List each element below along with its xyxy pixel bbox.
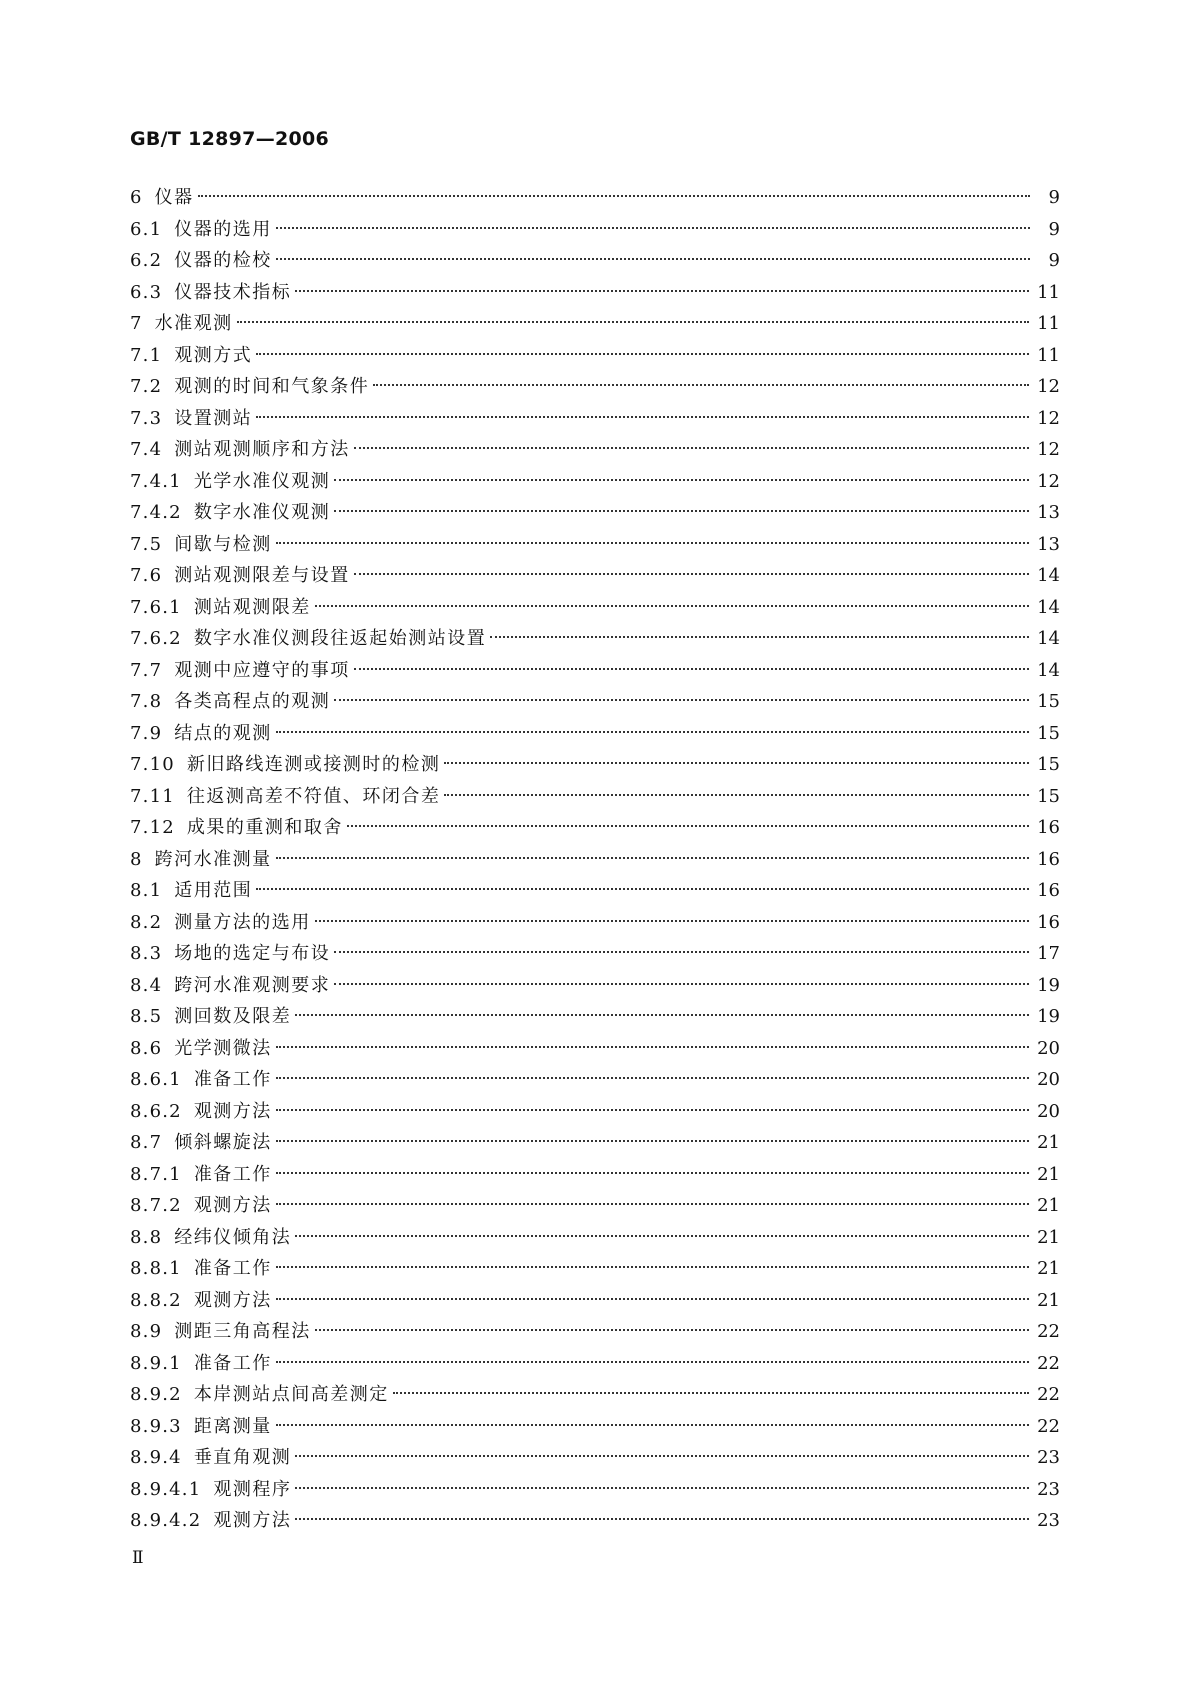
toc-entry-number: 8.8.1 bbox=[130, 1258, 182, 1279]
toc-entry-page: 20 bbox=[1037, 1037, 1060, 1059]
toc-entry[interactable] bbox=[130, 718, 1060, 750]
toc-entry-number: 7.6.2 bbox=[130, 628, 182, 649]
toc-entry[interactable] bbox=[130, 1411, 1060, 1443]
toc-entry-page: 15 bbox=[1037, 691, 1060, 712]
toc-entry[interactable] bbox=[130, 907, 1060, 939]
toc-entry-number: 7.7 bbox=[130, 659, 163, 681]
toc-entry-number: 7.11 bbox=[130, 785, 175, 807]
toc-dot-leader bbox=[276, 1361, 1029, 1363]
toc-entry-number: 7.4.1 bbox=[130, 470, 182, 492]
toc-entry-page: 12 bbox=[1037, 376, 1060, 397]
toc-entry-title: 准备工作 bbox=[193, 1258, 272, 1279]
toc-entry-number: 8.6.2 bbox=[130, 1100, 182, 1122]
toc-dot-leader bbox=[354, 573, 1029, 575]
toc-dot-leader bbox=[276, 542, 1029, 544]
toc-dot-leader bbox=[276, 1077, 1029, 1079]
toc-dot-leader bbox=[256, 416, 1029, 418]
toc-entry-title: 测回数及限差 bbox=[174, 1006, 292, 1027]
toc-dot-leader bbox=[198, 195, 1030, 197]
toc-entry-title: 观测方法 bbox=[193, 1289, 272, 1311]
toc-dot-leader bbox=[276, 1298, 1029, 1300]
toc-entry[interactable] bbox=[130, 844, 1060, 876]
toc-entry-title: 场地的选定与布设 bbox=[174, 943, 331, 964]
toc-entry-title: 数字水准仪观测 bbox=[193, 502, 331, 523]
toc-entry-title: 观测方法 bbox=[193, 1195, 272, 1216]
toc-dot-leader bbox=[276, 1203, 1029, 1205]
toc-entry[interactable] bbox=[130, 1064, 1060, 1096]
toc-entry[interactable] bbox=[130, 182, 1060, 214]
toc-entry-page: 16 bbox=[1037, 911, 1060, 933]
toc-entry[interactable] bbox=[130, 781, 1060, 813]
toc-entry-page: 14 bbox=[1037, 659, 1060, 681]
toc-entry[interactable] bbox=[130, 1159, 1060, 1191]
toc-entry-title: 测站观测限差与设置 bbox=[174, 565, 350, 586]
toc-entry[interactable] bbox=[130, 1222, 1060, 1254]
toc-entry[interactable] bbox=[130, 245, 1060, 277]
toc-entry[interactable] bbox=[130, 749, 1060, 781]
toc-entry-title: 本岸测站点间高差测定 bbox=[193, 1384, 389, 1405]
toc-dot-leader bbox=[334, 510, 1029, 512]
table-of-contents bbox=[130, 182, 1060, 1537]
toc-entry[interactable] bbox=[130, 214, 1060, 246]
toc-entry-number: 8.6.1 bbox=[130, 1069, 182, 1090]
toc-entry-title: 仪器的选用 bbox=[174, 218, 272, 240]
toc-entry-title: 观测的时间和气象条件 bbox=[174, 376, 370, 397]
toc-entry-number: 8.9.4.1 bbox=[130, 1478, 202, 1500]
toc-entry[interactable] bbox=[130, 1096, 1060, 1128]
toc-dot-leader bbox=[237, 321, 1029, 323]
toc-entry[interactable] bbox=[130, 434, 1060, 466]
toc-entry-page: 22 bbox=[1037, 1415, 1060, 1437]
toc-entry[interactable] bbox=[130, 686, 1060, 718]
toc-entry-title: 准备工作 bbox=[193, 1069, 272, 1090]
toc-entry-number: 7.4.2 bbox=[130, 502, 182, 523]
toc-entry-page: 11 bbox=[1037, 313, 1060, 334]
toc-entry-page: 19 bbox=[1037, 1006, 1060, 1027]
toc-entry-number: 6.2 bbox=[130, 250, 163, 271]
toc-entry-page: 16 bbox=[1037, 817, 1060, 838]
toc-entry-number: 7.6.1 bbox=[130, 596, 182, 618]
toc-entry-page: 21 bbox=[1037, 1258, 1060, 1279]
page-number: Ⅱ bbox=[132, 1548, 144, 1568]
toc-dot-leader bbox=[295, 1455, 1029, 1457]
toc-entry[interactable] bbox=[130, 1285, 1060, 1317]
toc-entry-title: 观测程序 bbox=[213, 1478, 292, 1500]
toc-entry-number: 7.1 bbox=[130, 344, 163, 366]
toc-entry-number: 8.8 bbox=[130, 1226, 163, 1248]
toc-entry-title: 测距三角高程法 bbox=[174, 1321, 311, 1342]
toc-entry-title: 测量方法的选用 bbox=[174, 911, 311, 933]
toc-entry-page: 15 bbox=[1037, 722, 1060, 744]
toc-entry-number: 8.9 bbox=[130, 1321, 163, 1342]
toc-entry[interactable] bbox=[130, 812, 1060, 844]
toc-entry[interactable] bbox=[130, 1127, 1060, 1159]
toc-entry-page: 21 bbox=[1037, 1195, 1060, 1216]
toc-entry-number: 8.5 bbox=[130, 1006, 163, 1027]
toc-entry-title: 测站观测顺序和方法 bbox=[174, 439, 350, 460]
toc-entry-title: 倾斜螺旋法 bbox=[174, 1132, 272, 1153]
toc-entry-title: 水准观测 bbox=[154, 313, 233, 334]
toc-dot-leader bbox=[295, 1235, 1029, 1237]
toc-entry-title: 仪器的检校 bbox=[174, 250, 272, 271]
toc-dot-leader bbox=[315, 1329, 1029, 1331]
toc-entry[interactable] bbox=[130, 371, 1060, 403]
toc-entry-title: 光学水准仪观测 bbox=[193, 470, 331, 492]
toc-entry-page: 14 bbox=[1037, 565, 1060, 586]
toc-entry-page: 22 bbox=[1037, 1321, 1060, 1342]
toc-entry-number: 6.1 bbox=[130, 218, 163, 240]
toc-entry[interactable] bbox=[130, 1474, 1060, 1506]
toc-entry[interactable] bbox=[130, 560, 1060, 592]
toc-entry-page: 20 bbox=[1037, 1069, 1060, 1090]
toc-entry-title: 新旧路线连测或接测时的检测 bbox=[186, 754, 441, 775]
toc-entry-number: 8.9.1 bbox=[130, 1352, 182, 1374]
toc-entry-title: 准备工作 bbox=[193, 1352, 272, 1374]
toc-entry-number: 8 bbox=[130, 848, 143, 870]
toc-dot-leader bbox=[276, 258, 1030, 260]
toc-entry[interactable] bbox=[130, 1505, 1060, 1537]
toc-entry[interactable] bbox=[130, 1379, 1060, 1411]
toc-entry-title: 间歇与检测 bbox=[174, 533, 272, 555]
toc-dot-leader bbox=[276, 1109, 1029, 1111]
toc-dot-leader bbox=[444, 762, 1029, 764]
toc-entry-title: 观测方法 bbox=[213, 1510, 292, 1531]
toc-entry[interactable] bbox=[130, 277, 1060, 309]
toc-entry[interactable] bbox=[130, 875, 1060, 907]
toc-entry-page: 12 bbox=[1037, 439, 1060, 460]
toc-entry-page: 13 bbox=[1037, 533, 1060, 555]
toc-entry-page: 12 bbox=[1037, 470, 1060, 492]
toc-entry[interactable] bbox=[130, 1348, 1060, 1380]
toc-dot-leader bbox=[354, 668, 1029, 670]
toc-entry-number: 7.6 bbox=[130, 565, 163, 586]
toc-dot-leader bbox=[276, 1424, 1029, 1426]
toc-entry-number: 8.2 bbox=[130, 911, 163, 933]
toc-dot-leader bbox=[276, 731, 1029, 733]
toc-entry[interactable] bbox=[130, 1033, 1060, 1065]
toc-entry-page: 23 bbox=[1037, 1478, 1060, 1500]
toc-dot-leader bbox=[276, 227, 1030, 229]
toc-entry-number: 7.2 bbox=[130, 376, 163, 397]
toc-entry[interactable] bbox=[130, 466, 1060, 498]
toc-entry-title: 跨河水准测量 bbox=[154, 848, 272, 870]
toc-entry[interactable] bbox=[130, 497, 1060, 529]
toc-entry-number: 7.3 bbox=[130, 407, 163, 429]
toc-dot-leader bbox=[276, 857, 1029, 859]
toc-entry-number: 8.8.2 bbox=[130, 1289, 182, 1311]
toc-entry-title: 数字水准仪测段往返起始测站设置 bbox=[193, 628, 487, 649]
toc-dot-leader bbox=[276, 1172, 1029, 1174]
toc-dot-leader bbox=[256, 888, 1029, 890]
toc-entry-number: 7.12 bbox=[130, 817, 175, 838]
toc-entry-number: 8.1 bbox=[130, 880, 163, 901]
toc-entry-title: 仪器 bbox=[154, 187, 194, 208]
toc-entry[interactable] bbox=[130, 1253, 1060, 1285]
toc-entry-page: 9 bbox=[1048, 187, 1060, 208]
toc-dot-leader bbox=[295, 1518, 1029, 1520]
toc-entry-page: 16 bbox=[1037, 880, 1060, 901]
toc-entry-number: 8.3 bbox=[130, 943, 163, 964]
toc-entry[interactable] bbox=[130, 970, 1060, 1002]
toc-entry[interactable] bbox=[130, 403, 1060, 435]
toc-entry[interactable] bbox=[130, 938, 1060, 970]
toc-entry-title: 准备工作 bbox=[193, 1163, 272, 1185]
toc-entry[interactable] bbox=[130, 1316, 1060, 1348]
toc-dot-leader bbox=[276, 1266, 1029, 1268]
toc-entry[interactable] bbox=[130, 529, 1060, 561]
toc-entry-title: 垂直角观测 bbox=[193, 1447, 292, 1468]
toc-entry-page: 21 bbox=[1037, 1289, 1060, 1311]
toc-entry-page: 15 bbox=[1037, 785, 1060, 807]
toc-entry-number: 8.7.1 bbox=[130, 1163, 182, 1185]
toc-entry-number: 8.9.4 bbox=[130, 1447, 182, 1468]
toc-entry-number: 7.10 bbox=[130, 754, 175, 775]
toc-dot-leader bbox=[334, 983, 1029, 985]
toc-dot-leader bbox=[490, 636, 1029, 638]
toc-entry[interactable] bbox=[130, 1001, 1060, 1033]
toc-entry[interactable] bbox=[130, 1190, 1060, 1222]
toc-dot-leader bbox=[334, 951, 1029, 953]
toc-entry-title: 测站观测限差 bbox=[193, 596, 311, 618]
toc-entry-page: 9 bbox=[1048, 250, 1060, 271]
toc-dot-leader bbox=[334, 699, 1029, 701]
toc-entry-page: 23 bbox=[1037, 1447, 1060, 1468]
toc-dot-leader bbox=[315, 605, 1029, 607]
toc-entry-number: 8.9.4.2 bbox=[130, 1510, 202, 1531]
toc-entry[interactable] bbox=[130, 623, 1060, 655]
toc-entry-title: 光学测微法 bbox=[174, 1037, 272, 1059]
toc-entry-page: 11 bbox=[1037, 344, 1060, 366]
toc-dot-leader bbox=[354, 447, 1029, 449]
toc-entry[interactable] bbox=[130, 340, 1060, 372]
toc-entry-number: 8.9.3 bbox=[130, 1415, 182, 1437]
toc-entry-number: 7.5 bbox=[130, 533, 163, 555]
toc-dot-leader bbox=[334, 479, 1029, 481]
toc-entry-number: 8.9.2 bbox=[130, 1384, 182, 1405]
toc-entry-page: 15 bbox=[1037, 754, 1060, 775]
toc-entry-title: 距离测量 bbox=[193, 1415, 272, 1437]
toc-entry[interactable] bbox=[130, 1442, 1060, 1474]
toc-dot-leader bbox=[373, 384, 1029, 386]
toc-entry-title: 经纬仪倾角法 bbox=[174, 1226, 292, 1248]
toc-entry-title: 结点的观测 bbox=[174, 722, 272, 744]
toc-entry-page: 9 bbox=[1048, 218, 1060, 240]
toc-entry-number: 6.3 bbox=[130, 281, 163, 303]
toc-entry-page: 22 bbox=[1037, 1352, 1060, 1374]
toc-entry-page: 14 bbox=[1037, 628, 1060, 649]
toc-entry-page: 17 bbox=[1037, 943, 1060, 964]
toc-dot-leader bbox=[295, 290, 1029, 292]
toc-entry-title: 往返测高差不符值、环闭合差 bbox=[186, 785, 441, 807]
toc-entry-number: 7 bbox=[130, 313, 143, 334]
toc-dot-leader bbox=[295, 1014, 1029, 1016]
toc-entry-page: 22 bbox=[1037, 1384, 1060, 1405]
toc-entry-title: 观测方法 bbox=[193, 1100, 272, 1122]
toc-entry-number: 7.9 bbox=[130, 722, 163, 744]
toc-entry-title: 设置测站 bbox=[174, 407, 253, 429]
toc-entry-title: 成果的重测和取舍 bbox=[186, 817, 343, 838]
toc-entry[interactable] bbox=[130, 655, 1060, 687]
toc-entry-number: 6 bbox=[130, 187, 143, 208]
toc-entry-page: 21 bbox=[1037, 1226, 1060, 1248]
toc-entry-page: 20 bbox=[1037, 1100, 1060, 1122]
toc-entry-page: 21 bbox=[1037, 1132, 1060, 1153]
toc-entry[interactable] bbox=[130, 308, 1060, 340]
toc-entry-title: 观测方式 bbox=[174, 344, 253, 366]
toc-entry-page: 13 bbox=[1037, 502, 1060, 523]
toc-dot-leader bbox=[393, 1392, 1029, 1394]
toc-dot-leader bbox=[256, 353, 1029, 355]
toc-entry-number: 8.7.2 bbox=[130, 1195, 182, 1216]
toc-dot-leader bbox=[444, 794, 1029, 796]
toc-entry-number: 7.8 bbox=[130, 691, 163, 712]
toc-entry-title: 跨河水准观测要求 bbox=[174, 974, 331, 996]
toc-entry-title: 观测中应遵守的事项 bbox=[174, 659, 350, 681]
toc-entry-page: 14 bbox=[1037, 596, 1060, 618]
toc-dot-leader bbox=[347, 825, 1029, 827]
toc-dot-leader bbox=[276, 1140, 1029, 1142]
toc-entry-page: 23 bbox=[1037, 1510, 1060, 1531]
toc-dot-leader bbox=[295, 1487, 1029, 1489]
toc-entry[interactable] bbox=[130, 592, 1060, 624]
toc-dot-leader bbox=[276, 1046, 1029, 1048]
toc-entry-number: 8.7 bbox=[130, 1132, 163, 1153]
toc-entry-number: 7.4 bbox=[130, 439, 163, 460]
toc-entry-page: 19 bbox=[1037, 974, 1060, 996]
toc-entry-title: 仪器技术指标 bbox=[174, 281, 292, 303]
toc-entry-page: 21 bbox=[1037, 1163, 1060, 1185]
toc-entry-title: 适用范围 bbox=[174, 880, 253, 901]
toc-entry-page: 12 bbox=[1037, 407, 1060, 429]
toc-entry-page: 16 bbox=[1037, 848, 1060, 870]
standard-code-header: GB/T 12897—2006 bbox=[130, 128, 330, 150]
toc-dot-leader bbox=[315, 920, 1029, 922]
toc-entry-page: 11 bbox=[1037, 281, 1060, 303]
toc-entry-title: 各类高程点的观测 bbox=[174, 691, 331, 712]
toc-entry-number: 8.4 bbox=[130, 974, 163, 996]
toc-entry-number: 8.6 bbox=[130, 1037, 163, 1059]
